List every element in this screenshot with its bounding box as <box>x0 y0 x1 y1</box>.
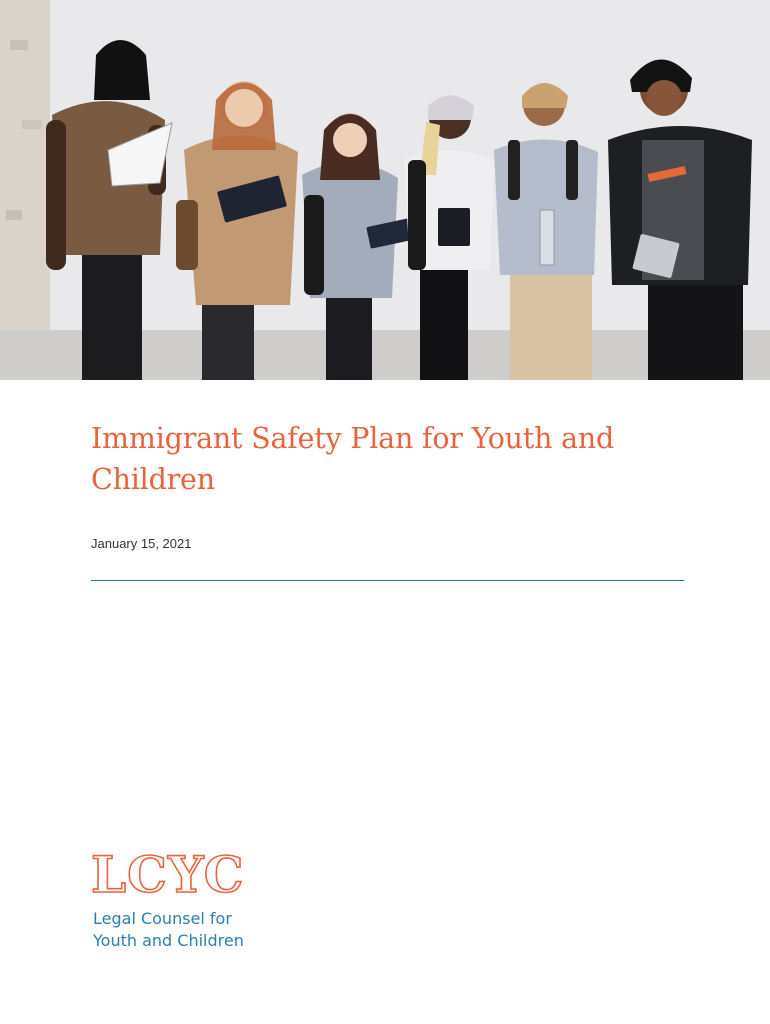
hero-photo <box>0 0 770 380</box>
document-title: Immigrant Safety Plan for Youth and Children <box>91 422 615 496</box>
logo-mark: LCYC <box>91 845 245 904</box>
title-divider <box>91 580 684 581</box>
organization-logo <box>91 845 271 950</box>
organization-name-line-2: Youth and Children <box>93 931 244 950</box>
organization-name <box>93 908 273 952</box>
organization-name-line-1: Legal Counsel for <box>93 909 232 928</box>
group-photo-illustration <box>0 0 770 380</box>
document-date: January 15, 2021 <box>91 536 192 551</box>
